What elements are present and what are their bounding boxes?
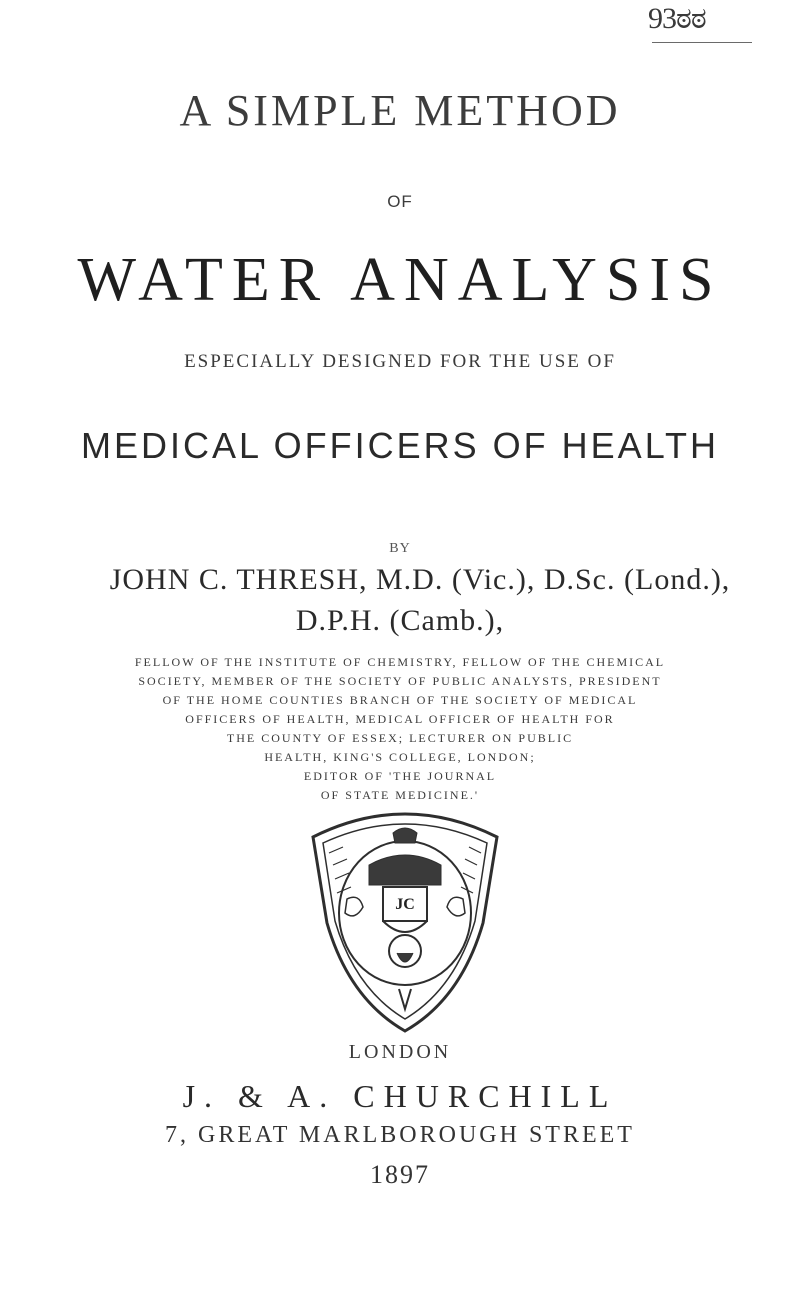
title-line-3: MEDICAL OFFICERS OF HEALTH: [80, 425, 720, 466]
handwritten-shelfmark: 93ಠಠ: [648, 2, 706, 35]
credential-line: EDITOR OF 'THE JOURNAL: [303, 769, 497, 783]
credential-line: SOCIETY, MEMBER OF THE SOCIETY OF PUBLIC ANALYSTS, PRESIDENT: [138, 674, 662, 688]
author-line-2: D.P.H. (Camb.),: [295, 604, 505, 637]
author-line-1: JOHN C. THRESH, M.D. (Vic.), D.Sc. (Lond.),: [109, 563, 731, 596]
imprint-city: LONDON: [348, 1041, 452, 1063]
credential-line: OF THE HOME COUNTIES BRANCH OF THE SOCIETY OF MEDICAL: [162, 693, 638, 707]
subtitle: ESPECIALLY DESIGNED FOR THE USE OF: [184, 351, 616, 372]
shelfmark-underline: [652, 42, 752, 43]
credential-line: THE COUNTY OF ESSEX; LECTURER ON PUBLIC: [226, 731, 574, 745]
credential-line: FELLOW OF THE INSTITUTE OF CHEMISTRY, FELLOW OF THE CHEMICAL: [134, 655, 666, 669]
imprint-address: 7, GREAT MARLBOROUGH STREET: [165, 1122, 635, 1148]
imprint-publisher: J. & A. CHURCHILL: [182, 1078, 618, 1114]
title-line-1: A SIMPLE METHOD: [179, 86, 621, 135]
credential-line: OF STATE MEDICINE.': [320, 788, 480, 802]
imprint-year: 1897: [370, 1160, 430, 1189]
credential-line: HEALTH, KING'S COLLEGE, LONDON;: [264, 750, 536, 764]
publisher-device-icon: [299, 803, 511, 1037]
title-of: OF: [387, 192, 413, 211]
title-line-2: WATER ANALYSIS: [77, 246, 723, 314]
byline: BY: [389, 541, 411, 556]
device-monogram: JC: [395, 896, 415, 913]
credential-line: OFFICERS OF HEALTH, MEDICAL OFFICER OF HEALTH FOR: [185, 712, 615, 726]
